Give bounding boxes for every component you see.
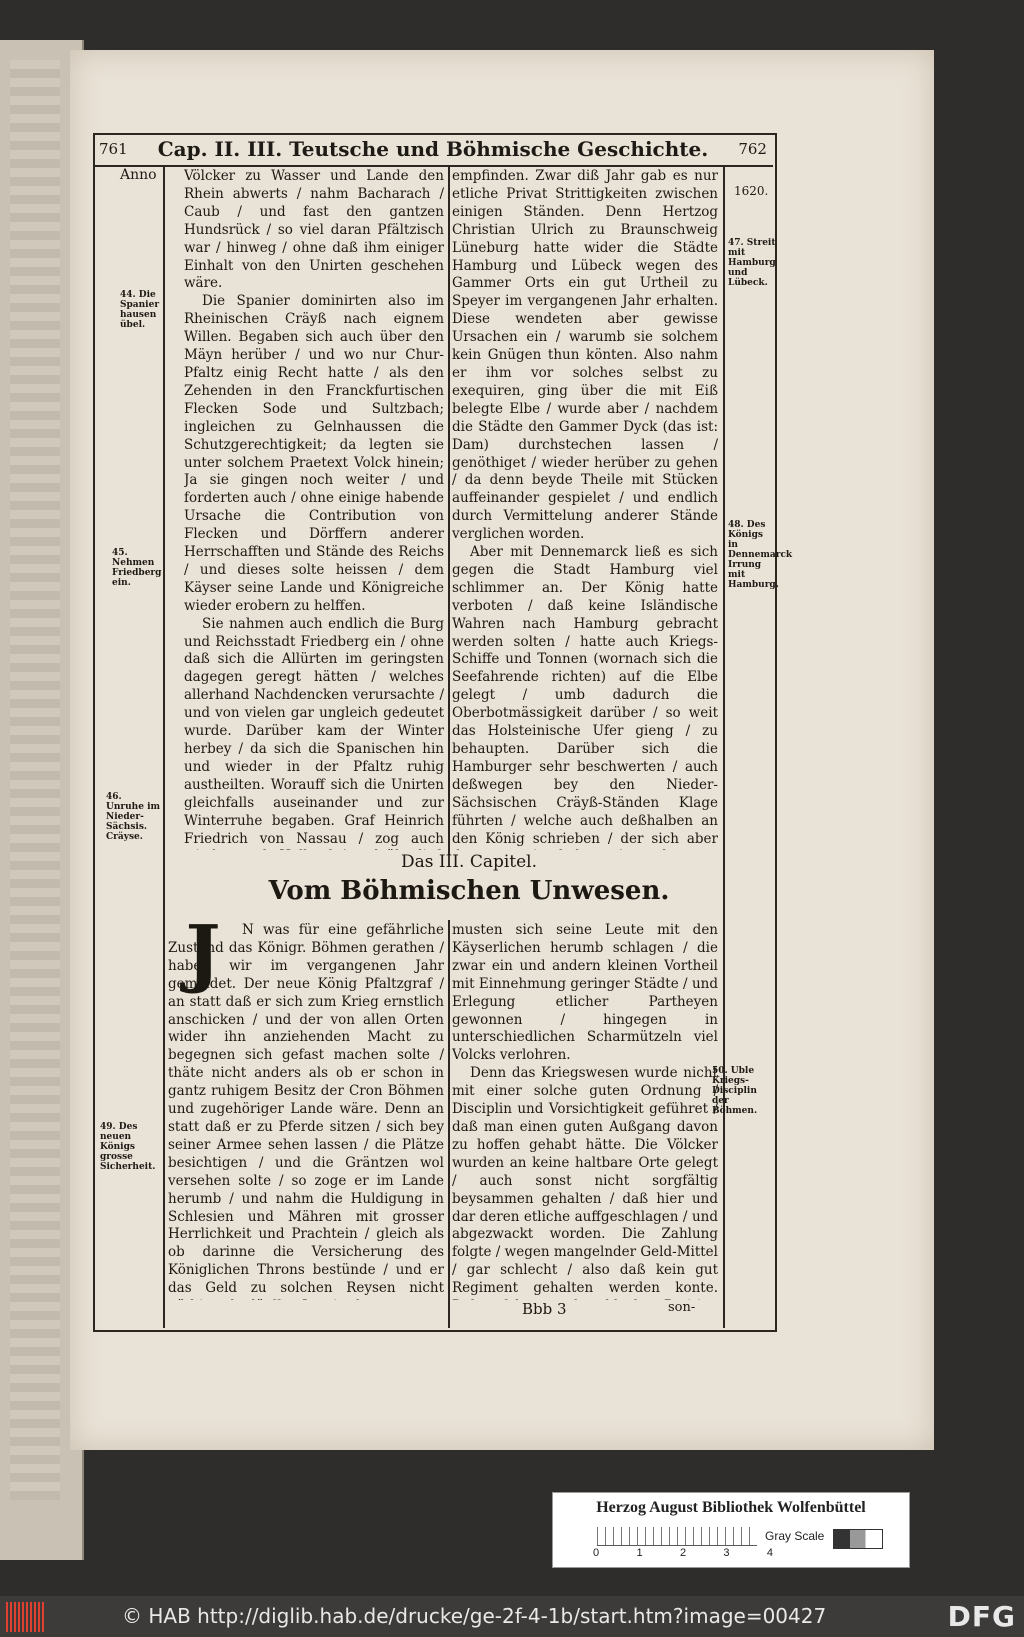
column-divider-top: [448, 165, 450, 855]
page-number-left: 761: [99, 140, 128, 158]
copyright-url[interactable]: © HAB http://diglib.hab.de/drucke/ge-2f-4-1b/start.htm?image=00427: [122, 1604, 827, 1628]
ruler-numbers: [593, 1547, 773, 1559]
running-head: [93, 133, 773, 167]
gray-swatch: [833, 1529, 883, 1549]
catchword: son-: [668, 1300, 696, 1315]
column-left-top: [184, 168, 444, 850]
paragraph: Aber mit Dennemarck ließ es sich gegen die Stadt Hamburg viel schlimmer an. Der König hatte verboten / daß keine Isländische Wahren nach Hamburg gebracht werden solten / hatte auch Kriegs-Schiffe und Tonnen (wornach sich die Seefahrende richten) auf die Elbe gelegt / umb dadurch die Oberbotmässigkeit darüber / so weit das Holsteinische Ufer gieng / zu behaupten. Darüber sich die Hamburger sehr beschwerten / auch deßwegen bey den Nieder-Sächsischen Cräyß-Ständen Klage führten / welche auch deßhalben an den König schrieben / der sich aber: [452, 544, 718, 847]
column-left-bottom: [168, 922, 444, 1300]
tick-label: 3: [723, 1547, 730, 1559]
margin-note-47: 47. Streit mit Hamburg und Lübeck.: [728, 238, 776, 288]
left-margin-rule: [163, 165, 165, 1328]
margin-note-49: 49. Des neuen Königs grosse Sicherheit.: [100, 1122, 156, 1172]
margin-note-46: 46. Unruhe im Nieder-Sächsis. Cräyse.: [106, 792, 161, 842]
margin-note-44: 44. Die Spanier hausen übel.: [120, 290, 160, 330]
color-scale-card: [552, 1492, 910, 1568]
paragraph: Völcker zu Wasser und Lande den Rhein abwerts / nahm Bacharach / Caub / und fast den gantzen Hundsrück / so viel daran Pfältzisch war / hinweg / ohne daß ihm einiger Einhalt von den Unirten geschehen wäre.: [184, 168, 444, 292]
margin-note-45: 45. Nehmen Friedberg ein.: [112, 548, 162, 588]
page-number-right: 762: [738, 140, 767, 158]
paragraph: N was für eine gefährliche Zustand das Königr. Böhmen gerathen / haben wir im vergangenen Jahr gemeldet. Der neue König Pfaltzgraf / an statt daß er sich zum Krieg ernstlich anschicken / und der von allen Orten wider ihn anziehenden Macht zu begegnen sich gefast machen solte / thäte nicht anders als ob er schon in gantz ruhigem Besitz der Cron Böhmen und zugehöriger Lande wäre. Denn an statt daß er zu Pferde sitzen / sich bey seiner Armee sehen lassen / die Plätze besichtigen / und die Gräntzen wol versehen solte / so zoge er im Lande herumb / und nahm die Huldigung in Schlesien und Mähren mit grosser Herrlichkeit und Prachtein / gleich als ob darinne die Versicherung des Königlichen Throns bestünde / und er das Geld zu solchen Reysen nicht: [168, 922, 444, 1297]
hab-logo-icon: [6, 1602, 46, 1632]
tick-label: 1: [636, 1547, 643, 1559]
paragraph: Die Spanier dominirten also im Rheinischen Cräyß nach eignem Willen. Begaben sich auch über den Mäyn herüber / und wo nur Chur-Pfaltz einig Recht hatte / als den Zehenden in den Franckfurtischen Flecken Sode und Sultzbach; ingleichen zu Gelnhaussen die Schutzgerechtigkeit; da legten sie unter solchem Praetext Volck hinein; Ja sie gingen noch weiter / und forderten auch / ohne einige habende Ursache die Contribution von Flecken und Dörffern anderer Herrschafften und Stände des Reichs / und dieses solte heissen / dem Käyser seine Lande und Königreiche wieder erobern zu helffen.: [184, 293, 444, 614]
dfg-logo: DFG: [947, 1600, 1016, 1633]
gray-scale-label: Gray Scale: [765, 1529, 825, 1543]
decorated-initial: J: [185, 910, 221, 996]
paragraph: musten sich seine Leute mit den Käyserlichen herumb schlagen / die zwar ein und andern kleinen Vortheil mit Einnehmung geringer Städte / und Erlegung etlicher Partheyen gewonnen / hingegen in unterschiedlichen Scharmützeln viel Volcks verlohren.: [452, 922, 718, 1064]
tick-label: 2: [679, 1547, 687, 1559]
chapter-label: Das III. Capitel.: [400, 852, 538, 872]
right-margin-rule: [723, 165, 725, 1328]
library-name: Herzog August Bibliothek Wolfenbüttel: [596, 1499, 866, 1516]
scale-ruler: [597, 1527, 757, 1546]
paragraph: Sie nahmen auch endlich die Burg und Reichsstadt Friedberg ein / ohne daß sich die Allürten im geringsten dagegen geregt hätten / welches allerhand Nachdencken verursachte / und von vielen gar ungleich gedeutet wurde. Darüber kam der Winter herbey / da sich die Spanischen hin und wieder in der Pfaltz ruhig austheilten. Worauff sich die Unirten gleichfalls auseinander und zur Winterruhe begaben. Graf Heinrich Friedrich von Nassau / zog auch: [184, 615, 444, 847]
viewer-footer-bar: [0, 1596, 1024, 1637]
tick-label: 4: [766, 1547, 773, 1559]
margin-note-48: 48. Des Königs in Dennemarck Irrung mit Hamburg.: [728, 520, 793, 590]
margin-note-50: 50. Uble Kriegs-Disciplin der Böhmen.: [712, 1066, 758, 1116]
margin-anno: Anno: [120, 167, 157, 183]
running-title: Cap. II. III. Teutsche und Böhmische Geschichte.: [157, 137, 709, 161]
chapter-title: Vom Böhmischen Unwesen.: [268, 876, 670, 906]
paragraph: Denn das Kriegswesen wurde nicht mit einer solche guten Ordnung / Disciplin und Vorsichtigkeit geführet / daß man einen guten Außgang davon zu hoffen gehabt hätte. Die Völcker wurden an keine haltbare Orte gelegt / auch sonst nicht sorgfältig beysammen gehalten / daß hier und dar deren etliche auffgeschlagen / und abgezwackt worden. Die Zahlung folgte / wegen mangelnder Geld-Mittel / gar schlecht / also daß kein gut Regiment gehalten werden konte.: [452, 1065, 718, 1297]
column-right-bottom: [452, 922, 718, 1300]
column-divider-bottom: [448, 920, 450, 1328]
paragraph: empfinden. Zwar diß Jahr gab es nur etliche Privat Strittigkeiten zwischen einigen Ständen. Denn Hertzog Christian Ulrich zu Braunschweig Lüneburg hatte wider die Städte Hamburg und Lübeck wegen des Gammer Orts ein gut Urtheil zu Speyer im vergangenen Jahr erhalten. Diese wendeten aber gewisse Ursachen ein / warumb sie solchem kein Gnügen thun könten. Also nahm er ihm vor solches selbst zu exequiren, ging über die mit Eiß belegte Elbe / wurde aber / nachdem die Städte den Gammer Dyck (das ist: Dam) durchstechen lassen / genöthiget / wieder herüber zu gehen / da denn beyde Theile mit Stücken auffeinander gespielet / und endlich durch Vermittelung anderer Stände verglichen worden.: [452, 168, 718, 543]
tick-label: 0: [593, 1547, 600, 1559]
signature-mark: Bbb 3: [522, 1300, 567, 1318]
column-right-top: [452, 168, 718, 850]
margin-year: 1620.: [734, 184, 769, 198]
